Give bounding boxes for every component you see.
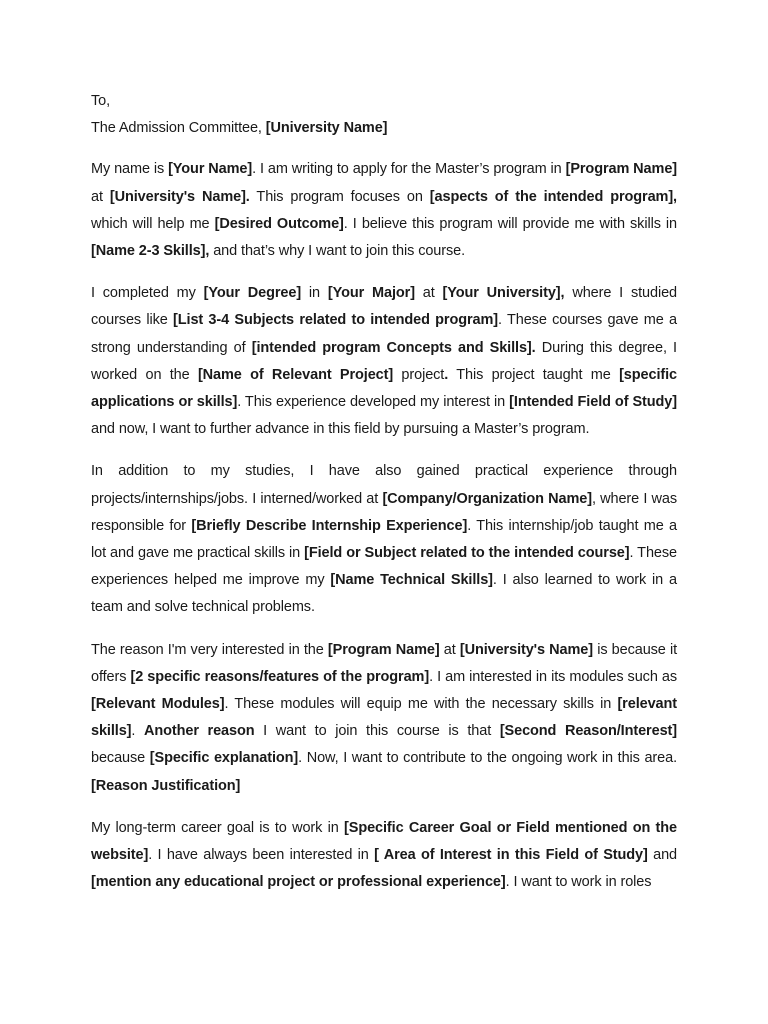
- body-text: . These courses gave me a strong understanding of: [91, 312, 677, 356]
- body-text: My name is: [91, 161, 169, 178]
- body-text: , where I was responsible for: [91, 490, 677, 534]
- body-text: . I also learned to work in a team and solve technical problems.: [91, 572, 677, 616]
- placeholder-text: [Your Degree]: [203, 285, 302, 302]
- body-text: and now, I want to further advance in this field by pursuing a Master’s program.: [91, 421, 590, 438]
- body-text: . This experience developed my interest in: [237, 394, 510, 411]
- salutation: To,: [91, 93, 111, 109]
- body-text: project: [393, 366, 445, 383]
- placeholder-text: [Your Major]: [327, 285, 415, 302]
- body-text: In addition to my studies, I have also gained practical experience through projects/internships/jobs. I interned/worked at: [91, 463, 677, 507]
- placeholder-text: [specific applications or skills]: [91, 366, 677, 411]
- addressee: [91, 115, 677, 142]
- placeholder-text: [Your University],: [442, 285, 565, 302]
- body-text: and that’s why I want to join this course.: [209, 243, 466, 260]
- paragraph-introduction: [91, 156, 677, 265]
- body-text: The Admission Committee,: [91, 120, 266, 137]
- placeholder-text: [Your Name]: [168, 161, 253, 178]
- placeholder-text: [Reason Justification]: [91, 777, 241, 794]
- placeholder-text: [Field or Subject related to the intended course]: [304, 545, 630, 562]
- placeholder-text: [mention any educational project or professional experience]: [91, 874, 506, 891]
- placeholder-text: [Name Technical Skills]: [330, 572, 493, 589]
- placeholder-text: [Name 2-3 Skills],: [91, 243, 210, 260]
- placeholder-text: [Second Reason/Interest]: [499, 723, 677, 740]
- letter-page: [91, 88, 677, 911]
- body-text: in: [301, 285, 328, 302]
- placeholder-text: [Intended Field of Study]: [509, 394, 677, 411]
- paragraph-career-goal: [91, 815, 677, 897]
- placeholder-text: [List 3-4 Subjects related to intended program]: [173, 312, 499, 329]
- placeholder-text: Another reason: [144, 723, 255, 740]
- placeholder-text: [Desired Outcome]: [214, 215, 344, 232]
- body-text: This program focuses on: [249, 188, 430, 205]
- paragraph-program-interest: [91, 637, 677, 800]
- placeholder-text: [Briefly Describe Internship Experience]: [191, 517, 468, 534]
- placeholder-text: [Relevant Modules]: [91, 696, 225, 713]
- body-text: I completed my: [91, 285, 204, 302]
- body-text: . Now, I want to contribute to the ongoing work in this area.: [298, 750, 677, 767]
- body-text: . I want to work in roles: [505, 874, 652, 891]
- placeholder-text: [University's Name].: [109, 188, 250, 205]
- body-text: . These experiences helped me improve my: [91, 545, 677, 589]
- placeholder-text: .: [444, 366, 449, 383]
- placeholder-text: [Specific explanation]: [149, 750, 299, 767]
- body-text: where I studied courses like: [91, 285, 678, 329]
- placeholder-text: [Specific Career Goal or Field mentioned on the website]: [91, 819, 677, 864]
- paragraph-experience: [91, 458, 677, 621]
- placeholder-text: [University Name]: [265, 120, 388, 137]
- body-text: at: [414, 285, 443, 302]
- body-text: During this degree, I worked on the: [91, 339, 677, 383]
- body-text: I want to join this course is that: [254, 723, 500, 740]
- body-text: The reason I'm very interested in the: [91, 641, 328, 658]
- placeholder-text: [ Area of Interest in this Field of Study]: [374, 847, 648, 864]
- body-text: at: [439, 641, 460, 658]
- body-text: and: [647, 847, 677, 864]
- body-text: . This internship/job taught me a lot and gave me practical skills in: [91, 517, 677, 562]
- body-text: because: [91, 750, 150, 767]
- body-text: . These modules will equip me with the necessary skills in: [224, 696, 618, 713]
- placeholder-text: [University's Name]: [459, 641, 594, 658]
- body-text: . I am interested in its modules such as: [429, 668, 677, 685]
- placeholder-text: [2 specific reasons/features of the program]: [130, 668, 430, 685]
- placeholder-text: [Program Name]: [565, 161, 678, 178]
- placeholder-text: [intended program Concepts and Skills].: [251, 339, 536, 356]
- placeholder-text: [Company/Organization Name]: [382, 490, 592, 507]
- body-text: My long-term career goal is to work in: [91, 819, 345, 836]
- body-text: .: [131, 723, 145, 740]
- placeholder-text: [relevant skills]: [91, 696, 677, 740]
- body-text: This project taught me: [448, 366, 620, 383]
- placeholder-text: [aspects of the intended program],: [429, 188, 677, 205]
- body-text: at: [91, 188, 110, 205]
- body-text: . I am writing to apply for the Master’s program in: [252, 161, 566, 178]
- body-text: is because it offers: [91, 641, 678, 685]
- body-text: which will help me: [91, 215, 215, 232]
- placeholder-text: [Program Name]: [327, 641, 440, 658]
- body-text: . I believe this program will provide me with skills in: [343, 215, 678, 232]
- placeholder-text: [Name of Relevant Project]: [197, 366, 394, 383]
- body-text: . I have always been interested in: [148, 847, 375, 864]
- paragraph-education: [91, 280, 677, 443]
